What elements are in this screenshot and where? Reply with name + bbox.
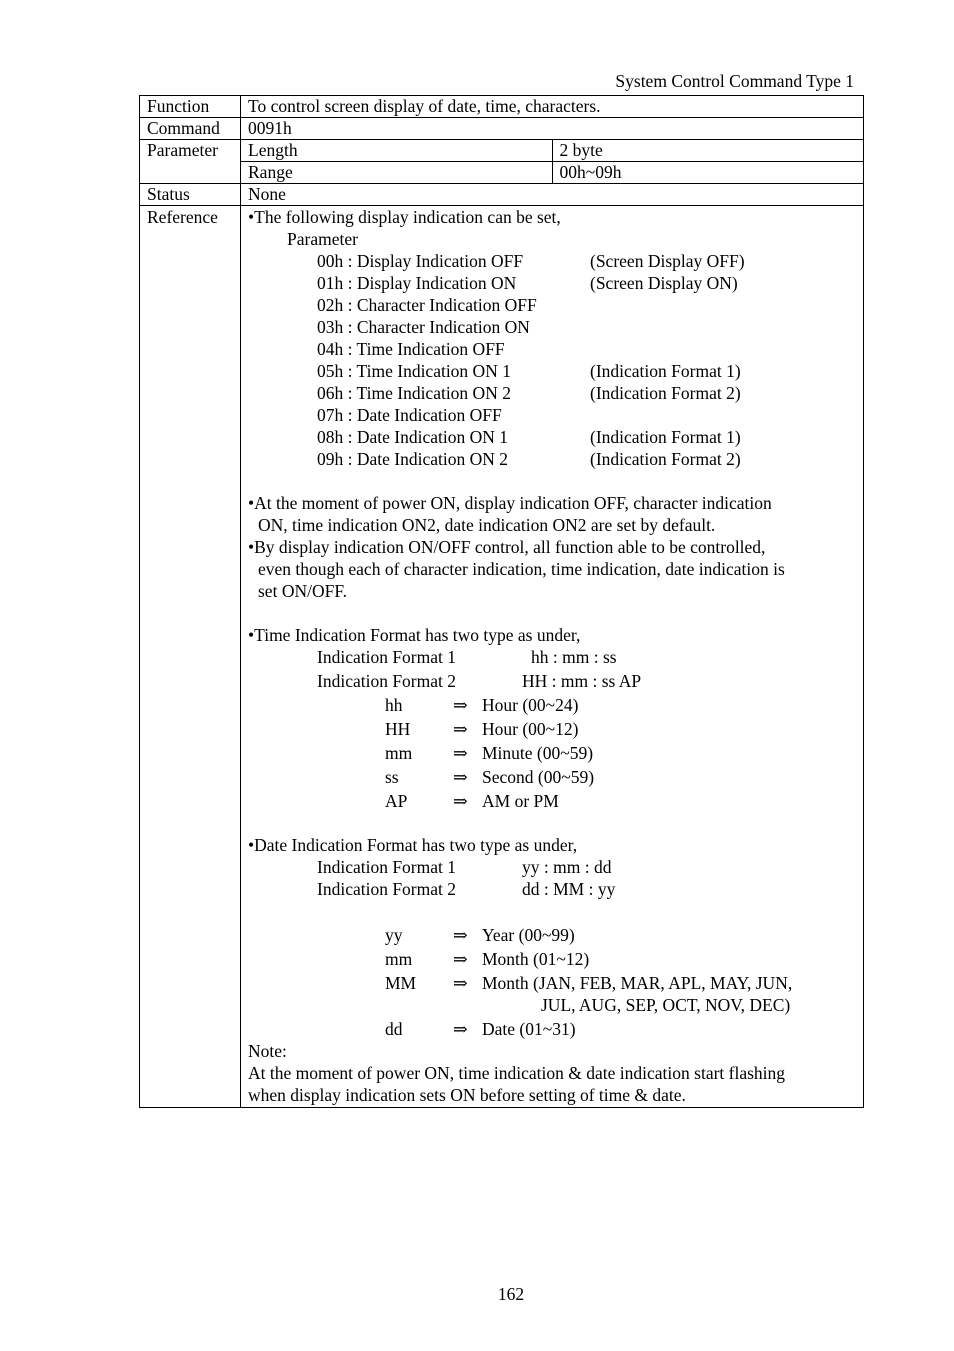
- range-label: Range: [241, 162, 553, 184]
- command-label: Command: [140, 118, 241, 140]
- parameter-length-row: [140, 140, 864, 162]
- range-value: 00h~09h: [552, 162, 864, 184]
- date-legend-item: yy ⇒ Year (00~99): [385, 925, 575, 945]
- status-label: Status: [140, 184, 241, 206]
- time-format-intro: •Time Indication Format has two type as under,: [248, 625, 581, 645]
- param-item: 03h : Character Indication ON: [317, 317, 530, 337]
- status-row: [140, 184, 864, 206]
- parameter-heading: Parameter: [287, 229, 358, 249]
- page-number: 162: [497, 1284, 525, 1304]
- time-legend-item: hh ⇒ Hour (00~24): [385, 695, 579, 715]
- param-item: 05h : Time Indication ON 1 (Indication Format 1): [317, 361, 741, 381]
- control-text: set ON/OFF.: [258, 581, 348, 601]
- param-item: 04h : Time Indication OFF: [317, 339, 505, 359]
- note-text: At the moment of power ON, time indication & date indication start flashing: [248, 1063, 786, 1083]
- note-heading: Note:: [248, 1041, 287, 1061]
- control-text: even though each of character indication, time indication, date indication is: [258, 559, 785, 579]
- param-item: 07h : Date Indication OFF: [317, 405, 502, 425]
- time-legend-item: HH ⇒ Hour (00~12): [385, 719, 579, 739]
- time-format-item: Indication Format 2 HH : mm : ss AP: [317, 671, 642, 691]
- reference-label: Reference: [140, 206, 241, 1108]
- reference-content: [241, 206, 864, 1108]
- function-value: To control screen display of date, time, characters.: [241, 96, 864, 118]
- time-legend-item: mm ⇒ Minute (00~59): [385, 743, 594, 763]
- date-legend-item: MM ⇒ Month (JAN, FEB, MAR, APL, MAY, JUN,: [385, 973, 793, 993]
- reference-intro: •The following display indication can be set,: [248, 207, 561, 227]
- length-label: Length: [241, 140, 553, 162]
- function-label: Function: [140, 96, 241, 118]
- param-item: 06h : Time Indication ON 2 (Indication Format 2): [317, 383, 741, 403]
- param-item: 01h : Display Indication ON (Screen Display ON): [317, 273, 738, 293]
- date-format-item: Indication Format 1 yy : mm : dd: [317, 857, 612, 877]
- parameter-range-row: [140, 162, 864, 184]
- date-format-item: Indication Format 2 dd : MM : yy: [317, 879, 616, 899]
- param-item: 02h : Character Indication OFF: [317, 295, 537, 315]
- command-value: 0091h: [241, 118, 864, 140]
- reference-row: [140, 206, 864, 1108]
- param-item: 09h : Date Indication ON 2 (Indication Format 2): [317, 449, 741, 469]
- time-format-item: Indication Format 1 hh : mm : ss: [317, 647, 617, 667]
- status-value: None: [241, 184, 864, 206]
- default-text: •At the moment of power ON, display indication OFF, character indication: [248, 493, 772, 513]
- command-spec-table: [139, 95, 864, 1108]
- function-row: [140, 96, 864, 118]
- command-row: [140, 118, 864, 140]
- time-legend-item: AP ⇒ AM or PM: [385, 791, 559, 811]
- page-header: System Control Command Type 1: [615, 71, 854, 91]
- param-item: 00h : Display Indication OFF (Screen Display OFF): [317, 251, 745, 271]
- param-item: 08h : Date Indication ON 1 (Indication Format 1): [317, 427, 741, 447]
- date-legend-continuation: JUL, AUG, SEP, OCT, NOV, DEC): [541, 995, 791, 1015]
- date-legend-item: mm ⇒ Month (01~12): [385, 949, 590, 969]
- note-text: when display indication sets ON before setting of time & date.: [248, 1085, 686, 1105]
- length-value: 2 byte: [552, 140, 864, 162]
- date-format-intro: •Date Indication Format has two type as under,: [248, 835, 578, 855]
- time-legend-item: ss ⇒ Second (00~59): [385, 767, 595, 787]
- control-text: •By display indication ON/OFF control, all function able to be controlled,: [248, 537, 766, 557]
- default-text: ON, time indication ON2, date indication ON2 are set by default.: [258, 515, 716, 535]
- parameter-label: Parameter: [140, 140, 241, 184]
- date-legend-item: dd ⇒ Date (01~31): [385, 1019, 576, 1039]
